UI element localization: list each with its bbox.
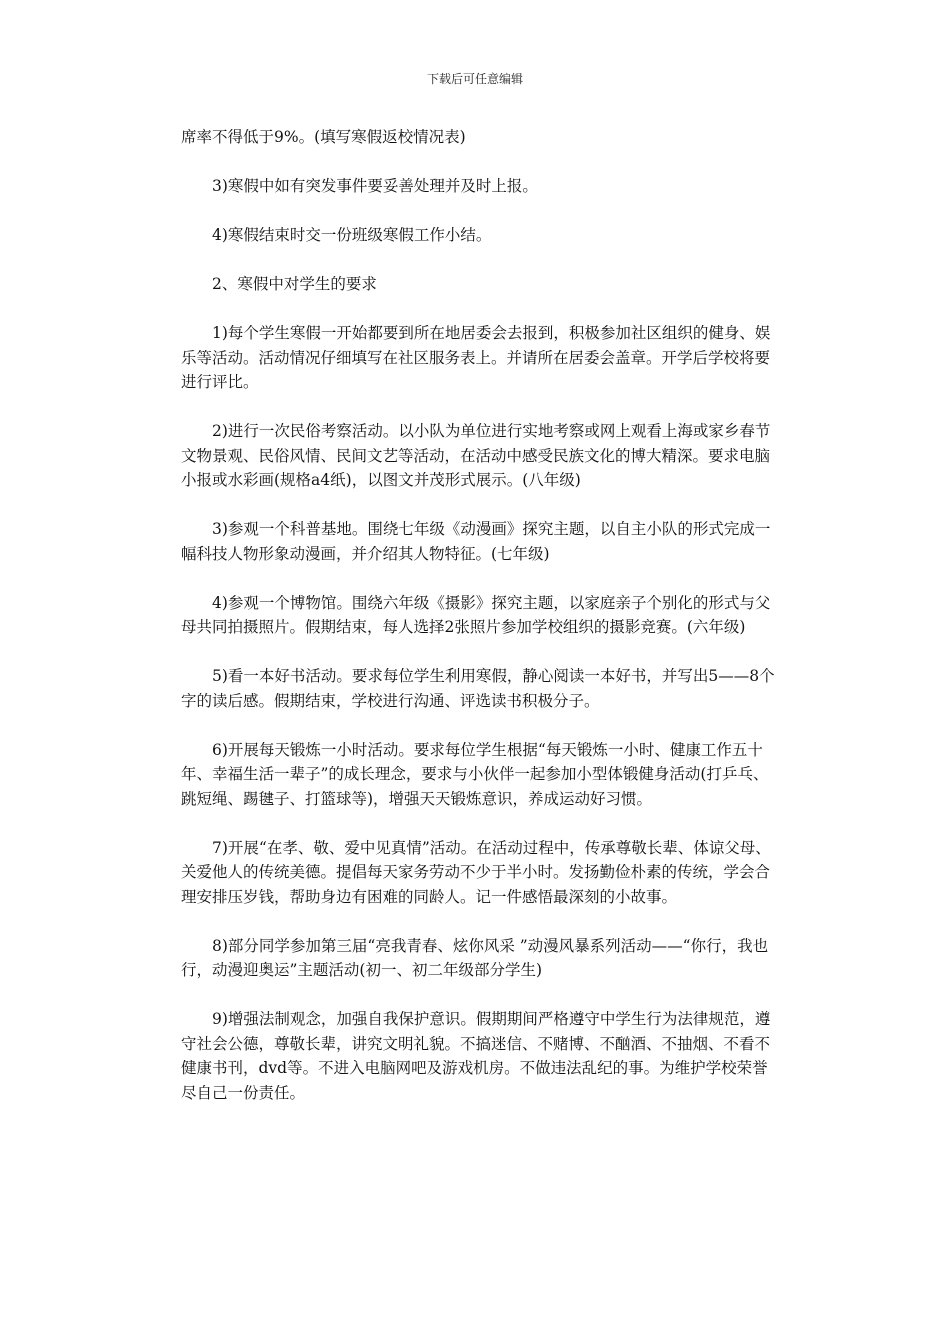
paragraph-student-item-9: 9)增强法制观念，加强自我保护意识。假期期间严格遵守中学生行为法律规范，遵守社会公德，尊敬长辈，讲究文明礼貌。不搞迷信、不赌博、不酗酒、不抽烟、不看不健康书刊，dvd等。不进入电脑网吧及游戏机房。不做违法乱纪的事。为维护学校荣誉尽自己一份责任。 xyxy=(181,1010,771,1102)
paragraph-student-item-5: 5)看一本好书活动。要求每位学生利用寒假，静心阅读一本好书，并写出5——8个字的读后感。假期结束，学校进行沟通、评选读书积极分子。 xyxy=(181,667,775,710)
paragraph-item-4: 4)寒假结束时交一份班级寒假工作小结。 xyxy=(212,226,492,244)
paragraph-student-item-3: 3)参观一个科普基地。围绕七年级《动漫画》探究主题，以自主小队的形式完成一幅科技人物形象动漫画，并介绍其人物特征。(七年级) xyxy=(181,520,771,563)
paragraph-item-3: 3)寒假中如有突发事件要妥善处理并及时上报。 xyxy=(212,177,538,195)
paragraph-student-item-4: 4)参观一个博物馆。围绕六年级《摄影》探究主题，以家庭亲子个别化的形式与父母共同拍摄照片。假期结束，每人选择2张照片参加学校组织的摄影竞赛。(六年级) xyxy=(181,593,771,636)
paragraph-student-item-7: 7)开展“在孝、敬、爱中见真情”活动。在活动过程中，传承尊敬长辈、体谅父母、关爱他人的传统美德。提倡每天家务劳动不少于半小时。发扬勤俭朴素的传统，学会合理安排压岁钱，帮助身边有困难的同龄人。记一件感悟最深刻的小故事。 xyxy=(181,838,771,906)
page-header: 下载后可任意编辑 xyxy=(426,72,523,86)
document-body xyxy=(181,125,775,1130)
section-heading-student-requirements: 2、寒假中对学生的要求 xyxy=(212,275,377,293)
paragraph-student-item-1: 1)每个学生寒假一开始都要到所在地居委会去报到，积极参加社区组织的健身、娱乐等活动。活动情况仔细填写在社区服务表上。并请所在居委会盖章。开学后学校将要进行评比。 xyxy=(181,324,771,391)
paragraph-student-item-6: 6)开展每天锻炼一小时活动。要求每位学生根据“每天锻炼一小时、健康工作五十年、幸福生活一辈子”的成长理念，要求与小伙伴一起参加小型体锻健身活动(打乒乓、跳短绳、踢毽子、打篮球等)，增强天天锻炼意识，养成运动好习惯。 xyxy=(181,740,769,808)
paragraph-student-item-8: 8)部分同学参加第三届“亮我青春、炫你风采 ”动漫风暴系列活动——“你行，我也行，动漫迎奥运”主题活动(初一、初二年级部分学生) xyxy=(181,936,769,979)
paragraph-student-item-2: 2)进行一次民俗考察活动。以小队为单位进行实地考察或网上观看上海或家乡春节文物景观、民俗风情、民间文艺等活动，在活动中感受民族文化的博大精深。要求电脑小报或水彩画(规格a4纸)，以图文并茂形式展示。(八年级) xyxy=(181,422,771,489)
paragraph-continuation: 席率不得低于9%。(填写寒假返校情况表) xyxy=(181,128,466,146)
